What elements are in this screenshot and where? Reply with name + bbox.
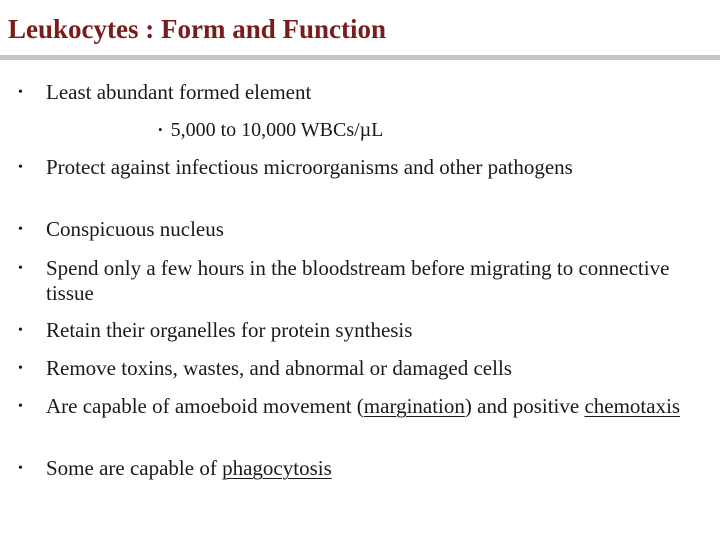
bullet-dot: • [18, 261, 23, 276]
sub-bullet-text: 5,000 to 10,000 WBCs/µL [170, 119, 384, 141]
bullet-text-part: ) and positive [464, 394, 585, 418]
bullet-text: Remove toxins, wastes, and abnormal or damaged cells [46, 356, 512, 380]
bullet-dot: • [18, 85, 23, 100]
bullet-nucleus [18, 217, 698, 242]
term-chemotaxis: chemotaxis [584, 394, 681, 418]
bullet-protect [18, 155, 698, 180]
bullet-dot: • [18, 361, 23, 376]
slide-title: Leukocytes : Form and Function [8, 14, 386, 44]
bullet-text-part: Are capable of amoeboid movement ( [46, 394, 364, 418]
term-margination: margination [363, 394, 465, 418]
sub-bullet-wbc-count [158, 117, 383, 143]
bullet-dot: • [18, 461, 23, 476]
bullet-dot: • [18, 323, 23, 338]
bullet-text: Least abundant formed element [46, 80, 312, 104]
bullet-phagocytosis [18, 456, 698, 481]
bullet-least-abundant [18, 80, 698, 105]
bullet-dot: • [18, 399, 23, 414]
bullet-dot: • [18, 222, 23, 237]
bullet-text [46, 394, 698, 419]
bullet-organelles [18, 318, 698, 343]
bullet-toxins [18, 356, 698, 381]
title-divider [0, 55, 720, 60]
bullet-bloodstream [18, 256, 698, 306]
bullet-text: Spend only a few hours in the bloodstream before migrating to connective tissue [46, 256, 670, 305]
bullet-text: Retain their organelles for protein synthesis [46, 318, 413, 342]
bullet-text: Conspicuous nucleus [46, 217, 224, 241]
bullet-dot: • [18, 160, 23, 175]
bullet-text [46, 456, 698, 481]
sub-bullet-dot: • [158, 122, 163, 137]
term-phagocytosis: phagocytosis [222, 456, 332, 480]
bullet-text: Protect against infectious microorganisms and other pathogens [46, 155, 573, 179]
bullet-amoeboid [18, 394, 698, 419]
bullet-text-part: Some are capable of [46, 456, 223, 480]
